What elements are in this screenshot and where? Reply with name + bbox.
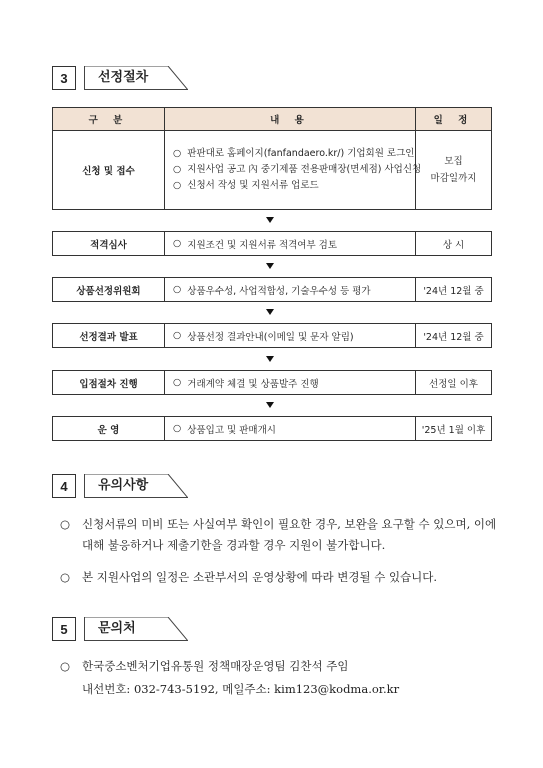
row-content: ○ 거래계약 체결 및 상품발주 진행 xyxy=(165,371,416,394)
bullet-mark: ○ xyxy=(173,164,182,175)
row-label: 상품선정위원회 xyxy=(53,278,165,301)
table-row-operation xyxy=(52,416,492,441)
row-content: ○ 상품우수성, 사업적합성, 기술우수성 등 평가 xyxy=(165,278,416,301)
row-schedule: 상 시 xyxy=(442,239,465,251)
contact-line-1: 한국중소벤처기업유통원 정책매장운영팀 김찬석 주임 xyxy=(82,659,349,673)
row-schedule: '24년 12월 중 xyxy=(423,285,484,297)
bullet-item: ○ 신청서 작성 및 지원서류 업로드 xyxy=(173,180,319,191)
section-4-heading xyxy=(52,474,192,500)
section-number: 5 xyxy=(52,617,76,641)
section-number: 4 xyxy=(52,474,76,498)
section-5-heading xyxy=(52,617,192,643)
section-title: 유의사항 xyxy=(98,478,149,493)
row-content: ○ 상품입고 및 판매개시 xyxy=(165,417,416,440)
section-title-tab xyxy=(84,66,188,90)
row-label: 입점절차 진행 xyxy=(53,371,165,394)
down-arrow-icon xyxy=(266,402,274,408)
table-row-committee xyxy=(52,277,492,302)
section-number: 3 xyxy=(52,66,76,90)
notice-text: 본 지원사업의 일정은 소관부서의 운영상황에 따라 변경될 수 있습니다. xyxy=(82,570,438,584)
bullet-item: ○ 지원사업 공고 內 중기제품 전용판매장(면세점) 사업신청 xyxy=(173,164,422,175)
down-arrow-icon xyxy=(266,263,274,269)
row-label: 운 영 xyxy=(53,417,165,440)
notice-item xyxy=(60,567,500,589)
contact-block xyxy=(60,656,500,702)
bullet-item: ○ 판판대로 홈페이지(fanfandaero.kr/) 기업회원 로그인 xyxy=(173,148,415,159)
table-header-row xyxy=(52,107,492,131)
table-row-apply xyxy=(52,130,492,210)
section-title-tab xyxy=(84,617,188,641)
row-schedule: '25년 1월 이후 xyxy=(421,424,486,436)
header-schedule: 일 정 xyxy=(433,115,474,126)
bullet-mark: ○ xyxy=(60,517,71,531)
row-content: ○ 지원조건 및 지원서류 적격여부 검토 xyxy=(165,232,416,255)
row-label: 선정결과 발표 xyxy=(53,324,165,347)
contact-line-2: 내선번호: 032-743-5192, 메일주소: kim123@kodma.or.kr xyxy=(82,682,400,696)
bullet-mark: ○ xyxy=(173,180,182,191)
bullet-mark: ○ xyxy=(60,659,71,673)
section-3-heading xyxy=(52,66,192,92)
header-content: 내 용 xyxy=(165,108,416,130)
header-category: 구 분 xyxy=(53,108,165,130)
row-schedule: 모집 마감일까지 xyxy=(430,156,477,184)
table-row-screening xyxy=(52,231,492,256)
row-content: ○ 상품선정 결과안내(이메일 및 문자 알림) xyxy=(165,324,416,347)
bullet-mark: ○ xyxy=(173,148,182,159)
down-arrow-icon xyxy=(266,217,274,223)
row-schedule: 선정일 이후 xyxy=(429,378,478,390)
bullet-mark: ○ xyxy=(173,423,182,434)
section-title-tab xyxy=(84,474,188,498)
row-content xyxy=(165,131,422,209)
bullet-mark: ○ xyxy=(173,330,182,341)
notice-text: 신청서류의 미비 또는 사실여부 확인이 필요한 경우, 보완을 요구할 수 있으며, 이에 대해 불응하거나 제출기한을 경과할 경우 지원이 불가합니다. xyxy=(82,517,497,552)
row-label: 신청 및 접수 xyxy=(53,131,165,209)
section-title: 선정절차 xyxy=(98,70,149,85)
table-row-onboarding xyxy=(52,370,492,395)
bullet-mark: ○ xyxy=(173,377,182,388)
bullet-mark: ○ xyxy=(173,238,182,249)
down-arrow-icon xyxy=(266,309,274,315)
notice-item xyxy=(60,514,500,558)
section-title: 문의처 xyxy=(98,621,136,636)
bullet-mark: ○ xyxy=(60,570,71,584)
row-schedule: '24년 12월 중 xyxy=(423,331,484,343)
down-arrow-icon xyxy=(266,356,274,362)
row-label: 적격심사 xyxy=(53,232,165,255)
table-row-announcement xyxy=(52,323,492,348)
bullet-mark: ○ xyxy=(173,284,182,295)
